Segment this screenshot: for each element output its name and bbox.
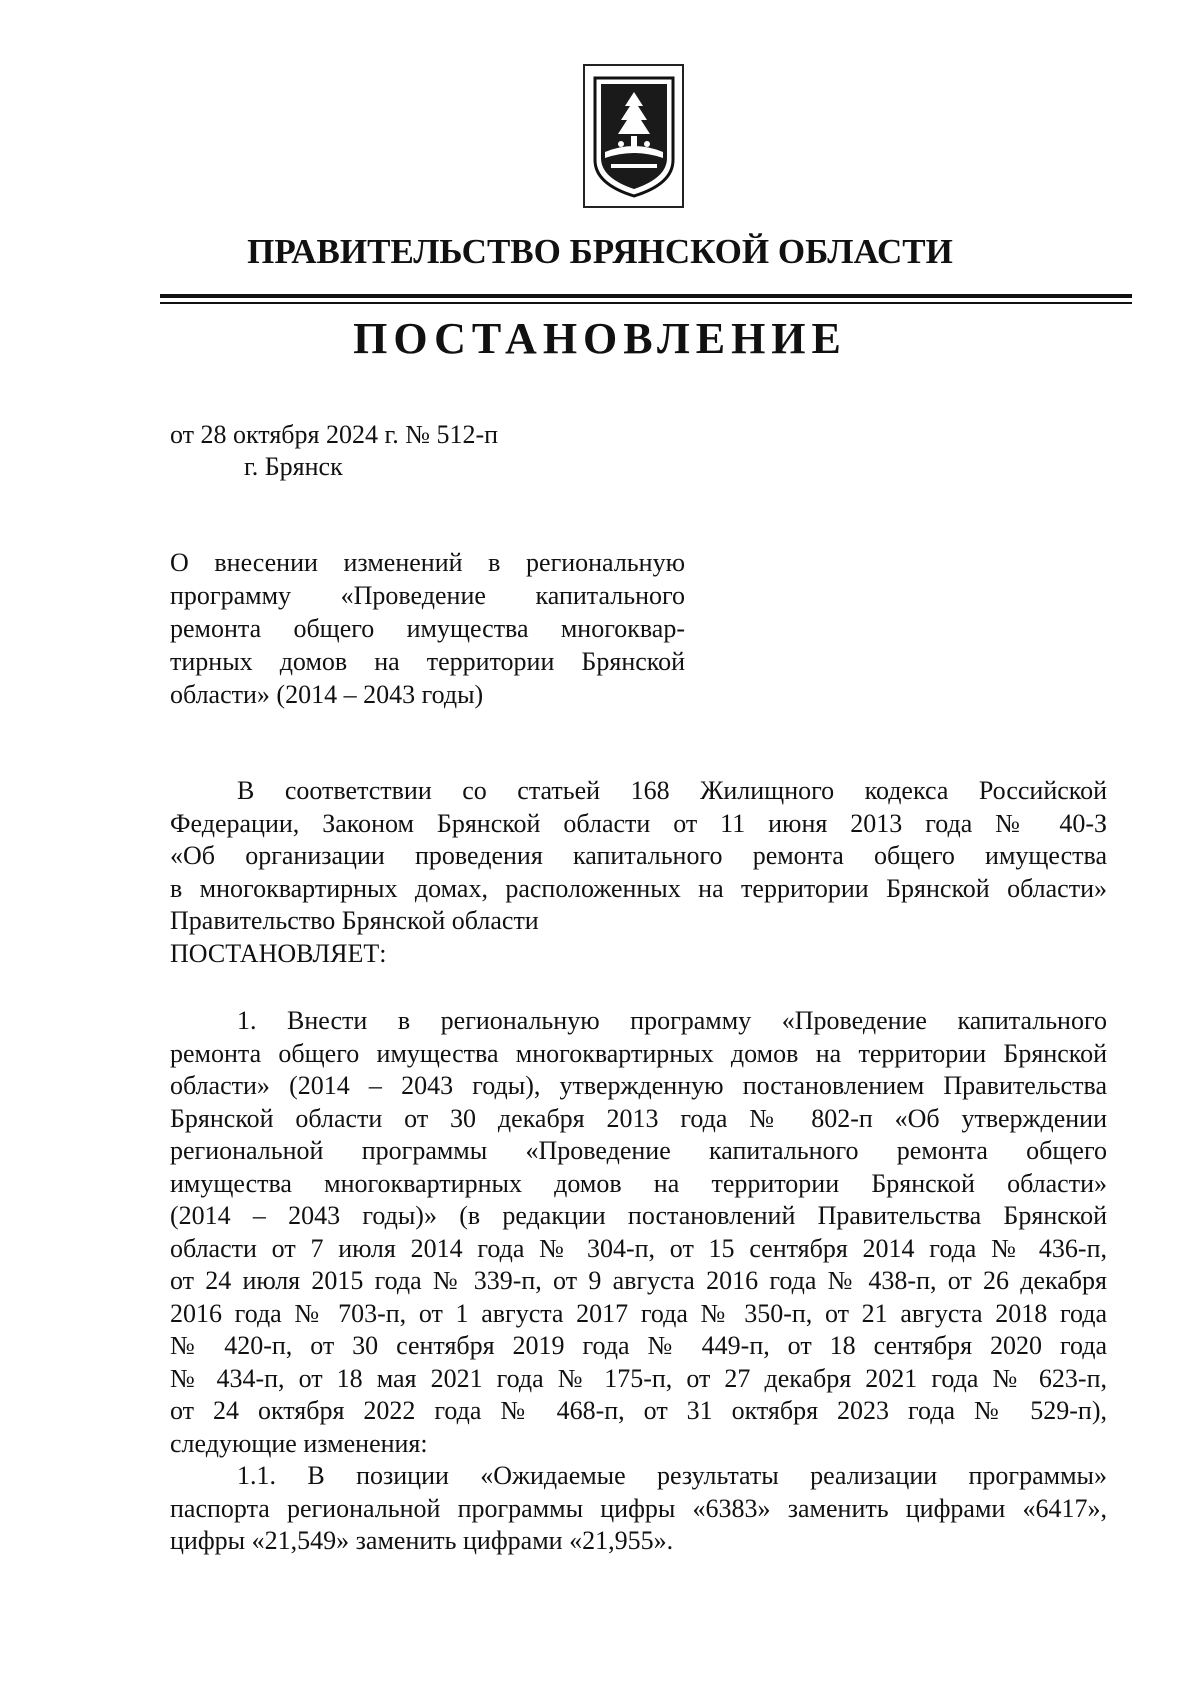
subject-line: области» (2014 – 2043 годы): [170, 680, 484, 709]
preamble-paragraph: [170, 775, 1107, 970]
item-1-line: 2016 года № 703-п, от 1 августа 2017 года № 350-п, от 21 августа 2018 года: [170, 1298, 1107, 1328]
header-rule-thick: [160, 294, 1132, 298]
preamble-line: Правительство Брянской области: [170, 906, 539, 935]
item-1-line: от 24 октября 2022 года № 468-п, от 31 октября 2023 года № 529-п),: [170, 1396, 1107, 1425]
item-1-line: от 24 июля 2015 года № 339-п, от 9 августа 2016 года № 438-п, от 26 декабря: [170, 1266, 1107, 1295]
subject-line: тирных домов на территории Брянской: [170, 647, 685, 676]
item-1-line: (2014 – 2043 годы)» (в редакции постановлений Правительства Брянской: [170, 1201, 1107, 1230]
city: г. Брянск: [244, 452, 343, 481]
item-1-line: ремонта общего имущества многоквартирных домов на территории Брянской: [170, 1038, 1107, 1068]
subject-line: О внесении изменений в региональную: [170, 548, 685, 577]
item-1-1-line: цифры «21,549» заменить цифрами «21,955».: [170, 1526, 674, 1555]
subject-line: ремонта общего имущества многоквар-: [170, 614, 685, 643]
preamble-line: в многоквартирных домах, расположенных на территории Брянской области»: [170, 873, 1107, 903]
preamble-line: В соответствии со статьей 168 Жилищного кодекса Российской: [237, 776, 1107, 805]
preamble-line: «Об организации проведения капитального ремонта общего имущества: [170, 841, 1107, 870]
subject-line: программу «Проведение капитального: [170, 581, 685, 610]
document-type-title: ПОСТАНОВЛЕНИЕ: [353, 314, 847, 363]
document-subject: [170, 546, 685, 711]
item-1-line: области от 7 июля 2014 года № 304-п, от 15 сентября 2014 года № 436-п,: [170, 1233, 1107, 1263]
emblem-frame: [583, 64, 684, 208]
item-1-line: области» (2014 – 2043 годы), утвержденную постановлением Правительства: [170, 1071, 1107, 1100]
resolves-word: ПОСТАНОВЛЯЕТ:: [170, 938, 387, 968]
item-1-line: 1. Внести в региональную программу «Проведение капитального: [237, 1006, 1107, 1035]
item-1-1-line: 1.1. В позиции «Ожидаемые результаты реализации программы»: [237, 1461, 1107, 1490]
organization-title: ПРАВИТЕЛЬСТВО БРЯНСКОЙ ОБЛАСТИ: [247, 232, 953, 271]
item-1-line: Брянской области от 30 декабря 2013 года № 802-п «Об утверждении: [170, 1103, 1107, 1133]
item-1-line: следующие изменения:: [170, 1428, 428, 1458]
preamble-line: Федерации, Законом Брянской области от 11 июня 2013 года № 40-З: [170, 808, 1107, 838]
item-1-line: № 420-п, от 30 сентября 2019 года № 449-п, от 18 сентября 2020 года: [170, 1331, 1107, 1360]
item-1-1-line: паспорта региональной программы цифры «6383» заменить цифрами «6417»,: [170, 1493, 1107, 1523]
item-1-paragraph: [170, 1005, 1107, 1460]
item-1-line: имущества многоквартирных домов на территории Брянской области»: [170, 1168, 1107, 1198]
date-number: от 28 октября 2024 г. № 512-п: [170, 420, 499, 449]
header-rule-thin: [160, 302, 1132, 304]
item-1-line: региональной программы «Проведение капитального ремонта общего: [170, 1136, 1107, 1165]
item-1-1-paragraph: [170, 1460, 1107, 1558]
coat-of-arms-icon: [591, 74, 677, 200]
item-1-line: № 434-п, от 18 мая 2021 года № 175-п, от 27 декабря 2021 года № 623-п,: [170, 1363, 1107, 1393]
